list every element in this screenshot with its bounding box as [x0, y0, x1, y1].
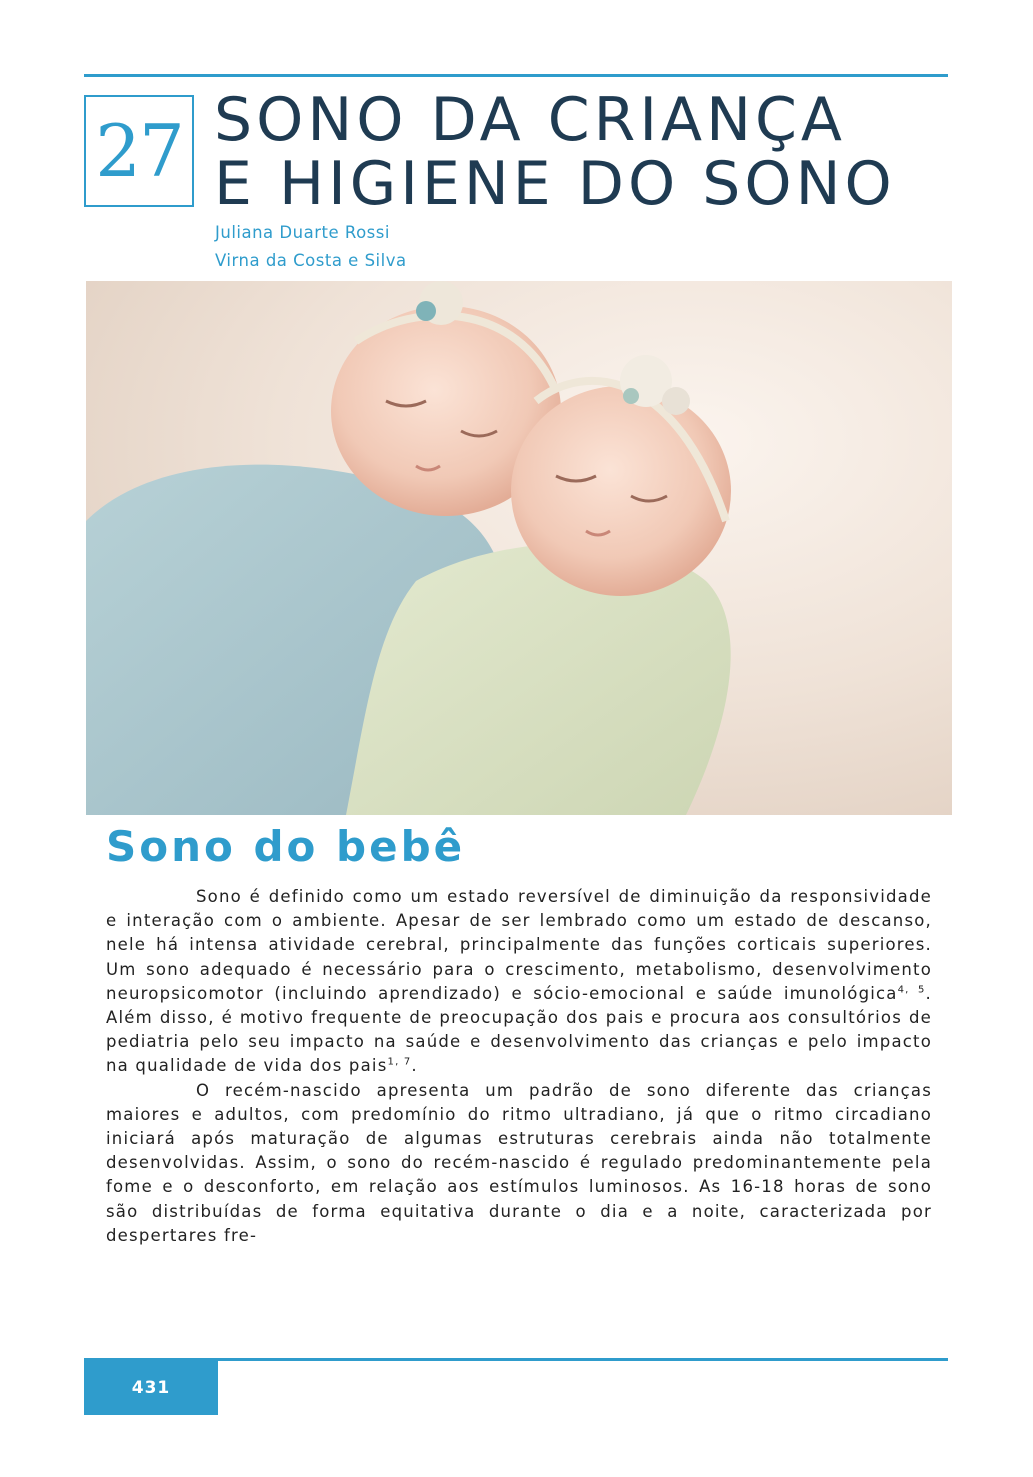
top-rule [84, 74, 948, 77]
chapter-number-box [84, 95, 194, 207]
author-2: Virna da Costa e Silva [215, 251, 407, 270]
sleeping-twins-illustration [86, 281, 952, 815]
page-number-box [84, 1361, 218, 1415]
chapter-title-line2: E HIGIENE DO SONO [214, 149, 896, 219]
page-number: 431 [131, 1378, 171, 1398]
reference-4-5: 4, 5 [897, 984, 926, 996]
paragraph-1-part3: . [411, 1056, 418, 1076]
reference-1-7: 1, 7 [387, 1056, 412, 1068]
body-text [106, 885, 932, 1248]
paragraph-1-part2: . Além disso, é motivo frequente de preocupação dos pais e procura aos consultórios de pediatria pelo seu impacto na saúde e desenvolvimento das crianças e pelo impacto na qualidade de vida dos pais [106, 983, 932, 1076]
babies-photo [86, 281, 952, 815]
chapter-title-line1: SONO DA CRIANÇA [214, 85, 846, 155]
paragraph-1 [106, 885, 932, 1079]
paragraph-2 [106, 1079, 932, 1248]
authors [215, 219, 407, 275]
chapter-title [214, 85, 954, 219]
author-1: Juliana Duarte Rossi [215, 223, 390, 242]
paragraph-2-text: O recém-nascido apresenta um padrão de sono diferente das crianças maiores e adultos, com predomínio do ritmo ultradiano, já que o ritmo circadiano iniciará após maturação de algumas estruturas cerebrais ainda não totalmente desenvolvidas. Assim, o sono do recém-nascido é regulado predominantemente pela fome e o desconforto, em relação aos estímulos luminosos. As 16-18 horas de sono são distribuídas de forma equitativa durante o dia e a noite, caracterizada por despertares fre- [106, 1080, 932, 1245]
paragraph-1-part1: Sono é definido como um estado reversível de diminuição da responsividade e interação com o ambiente. Apesar de ser lembrado como um estado de descanso, nele há intensa atividade cerebral, principalmente das funções corticais superiores. Um sono adequado é necessário para o crescimento, metabolismo, desenvolvimento neuropsicomotor (incluindo aprendizado) e sócio-emocional e saúde imunológica [106, 887, 932, 1003]
section-heading: Sono do bebê [106, 822, 466, 871]
chapter-number: 27 [95, 109, 183, 193]
